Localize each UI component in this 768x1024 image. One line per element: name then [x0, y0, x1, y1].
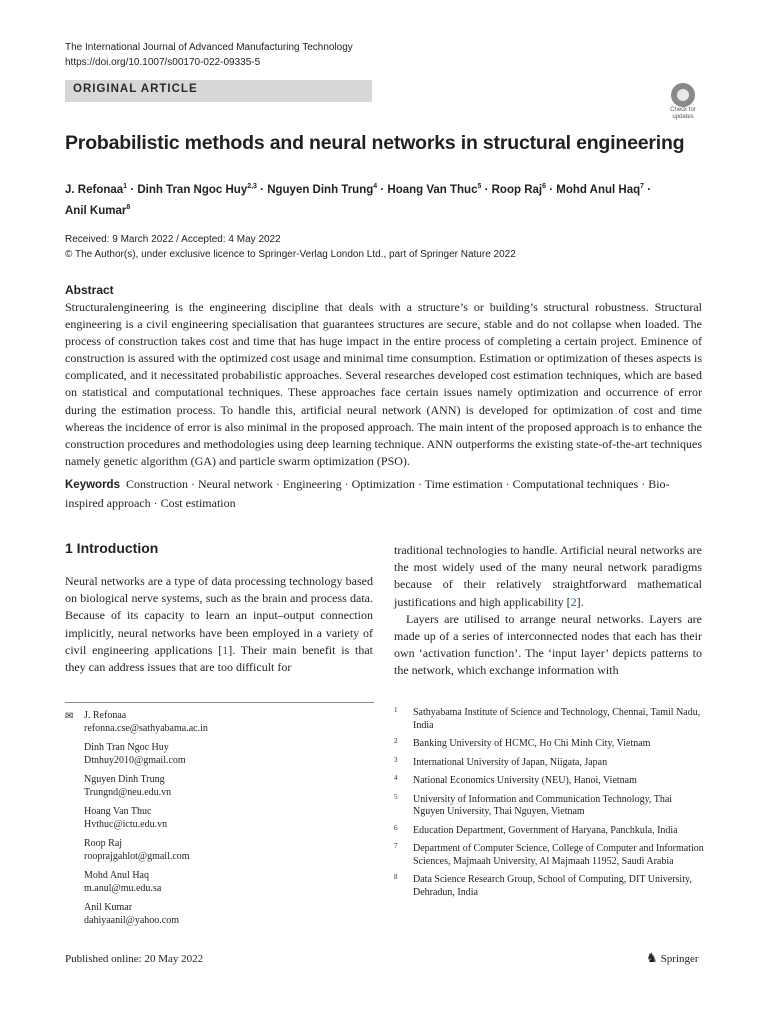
author-separator: ·	[546, 183, 557, 196]
author-email[interactable]: Hvthuc@ictu.edu.vn	[84, 819, 168, 830]
doi-link[interactable]: https://doi.org/10.1007/s00170-022-09335-5	[65, 57, 261, 68]
paragraph-text: ].	[576, 594, 584, 609]
author-separator: ·	[481, 183, 492, 196]
paper-title: Probabilistic methods and neural networks in structural engineering	[65, 132, 685, 154]
section-heading-introduction: 1 Introduction	[65, 540, 159, 556]
affiliation	[394, 794, 704, 819]
affiliation	[394, 843, 704, 868]
author-separator: ·	[256, 183, 268, 196]
affiliation-text: Banking University of HCMC, Ho Chi Minh City, Vietnam	[413, 738, 651, 749]
keywords-list: Construction · Neural network · Engineering · Optimization · Time estimation · Computational techniques · Bio-inspired approach · Cost estimation	[65, 477, 670, 510]
affiliation-number: 6	[394, 823, 398, 832]
paragraph-text: ]. Their main benefit is that they can address issues that are too difficult for	[65, 642, 374, 675]
journal-header	[65, 40, 353, 70]
author-name: Anil Kumar	[65, 204, 127, 217]
author-name: Roop Raj	[84, 838, 123, 849]
check-updates-icon	[671, 83, 695, 107]
intro-paragraph	[394, 542, 702, 611]
author-contact	[65, 773, 375, 799]
author-list	[65, 178, 705, 220]
affiliation	[394, 874, 704, 899]
affiliation	[394, 738, 704, 751]
affiliation	[394, 707, 704, 732]
intro-paragraph: Layers are utilised to arrange neural networks. Layers are made up of a series of interconnected nodes that each has their own ‘activation function’. The ‘input layer’ depicts patterns to the network, which exchange information with	[394, 611, 702, 678]
envelope-icon: ✉	[65, 711, 74, 722]
copyright-notice: © The Author(s), under exclusive licence to Springer-Verlag London Ltd., part of Springer Nature 2022	[65, 248, 516, 260]
journal-name: The International Journal of Advanced Manufacturing Technology	[65, 42, 353, 53]
author-email[interactable]: refonna.cse@sathyabama.ac.in	[84, 723, 208, 734]
citation-link[interactable]: 1	[222, 642, 229, 657]
author-affil-ref: 6	[542, 183, 547, 190]
publisher-name: Springer	[660, 953, 699, 965]
affiliation	[394, 757, 704, 770]
abstract-text: Structuralengineering is the engineering discipline that deals with a structure’s or building’s structural robustness. Structural engineering is a civil engineering specialisation that guarantees structures are secure, stable and do not collapse when loaded. The process of construction takes cost and time that has huge impact in the entire process of completing a certain project. Eminence of construction is assured with the optimized cost usage and minimal time consumption. Estimation or optimization of theses aspects is complicated, and it necessitated probabilistic approaches. Several researches developed cost estimation techniques, which are based on statistical and computational techniques. These approaches face certain issues namely optimization and occurrence of error during the estimation process. To handle this, artificial neural network (ANN) is developed for optimization of cost and time whereas the incidence of error is also minimal in the proposed approach. The main intent of the proposed approach is to enhance the construction procedures and methodologies using deep learning technique. ANN outperforms the existing state-of-the-art techniques namely genetic algorithm (GA) and particle swarm optimization (PSO).	[65, 300, 702, 468]
author-contact	[65, 741, 375, 767]
author-contact	[65, 805, 375, 831]
author-name: J. Refonaa	[84, 710, 127, 721]
springer-horse-icon: ♞	[646, 950, 658, 965]
affiliation-text: National Economics University (NEU), Hanoi, Vietnam	[413, 775, 637, 786]
affiliation-list	[394, 707, 704, 905]
footnote-divider	[65, 702, 374, 703]
keywords-label: Keywords	[65, 479, 120, 491]
author-email[interactable]: rooprajgahlot@gmail.com	[84, 851, 190, 862]
author-contact	[65, 869, 375, 895]
author-name: Nguyen Dinh Trung	[267, 183, 374, 196]
author-contact	[65, 901, 375, 927]
author-name: Dinh Tran Ngoc Huy	[84, 742, 169, 753]
author-separator: ·	[127, 183, 138, 196]
check-for-updates-badge[interactable]	[664, 83, 702, 123]
author-email[interactable]: m.anul@mu.edu.sa	[84, 883, 162, 894]
corresponding-author	[65, 709, 375, 735]
intro-column-left	[65, 573, 373, 676]
affiliation-number: 8	[394, 873, 398, 881]
affiliation-number: 5	[394, 792, 398, 801]
affiliation-text: Data Science Research Group, School of Computing, DIT University, Dehradun, India	[413, 874, 692, 898]
author-affil-ref: 4	[373, 183, 378, 190]
author-separator: ·	[644, 183, 652, 196]
received-accepted: Received: 9 March 2022 / Accepted: 4 May 2022	[65, 234, 281, 245]
affiliation-text: Sathyabama Institute of Science and Technology, Chennai, Tamil Nadu, India	[413, 707, 701, 731]
author-email[interactable]: Trungnd@neu.edu.vn	[84, 787, 172, 798]
author-name: Mohd Anul Haq	[84, 870, 149, 881]
affiliation-number: 4	[394, 774, 398, 782]
affiliation-text: Education Department, Government of Haryana, Panchkula, India	[413, 824, 678, 836]
abstract-heading: Abstract	[65, 283, 114, 297]
affiliation-text: University of Information and Communication Technology, Thai Nguyen University, Thai Nguyen, Vietnam	[413, 793, 673, 817]
author-name: Hoang Van Thuc	[84, 806, 152, 817]
affiliation	[394, 775, 704, 788]
correspondence-list	[65, 709, 375, 933]
article-type-label: ORIGINAL ARTICLE	[73, 83, 198, 95]
author-name: Mohd Anul Haq	[556, 183, 641, 196]
check-updates-label: Check for updates	[670, 107, 696, 120]
paragraph-text: traditional technologies to handle. Artificial neural networks are the most widely used of the many neural network paradigms because of their relatively straightforward mathematical justifications and high applicability [	[394, 543, 702, 609]
published-online: Published online: 20 May 2022	[65, 953, 204, 965]
author-name: Nguyen Dinh Trung	[84, 774, 165, 785]
keywords	[65, 476, 702, 512]
affiliation-text: International University of Japan, Niigata, Japan	[413, 756, 608, 768]
author-affil-ref: 1	[123, 183, 128, 190]
affiliation-number: 7	[394, 842, 398, 850]
author-affil-ref: 5	[477, 183, 482, 190]
author-affil-ref: 2,3	[247, 183, 257, 190]
author-affil-ref: 7	[640, 183, 645, 190]
paragraph-text: Neural networks are a type of data processing technology based on biological nerve systems, such as the brain and process data. Because of its capacity to learn an input–output connection implicitly, neural networks have been employed in a variety of civil engineering applications [	[65, 574, 373, 657]
author-email[interactable]: Dtnhuy2010@gmail.com	[84, 755, 186, 766]
author-separator: ·	[377, 183, 388, 196]
author-name: Hoang Van Thuc	[387, 183, 478, 196]
publisher-logo	[646, 950, 699, 966]
intro-paragraph	[65, 573, 373, 676]
affiliation-number: 1	[394, 706, 398, 714]
author-name: J. Refonaa	[65, 183, 124, 196]
author-email[interactable]: dahiyaanil@yahoo.com	[84, 915, 180, 926]
affiliation-number: 3	[394, 755, 398, 764]
article-dates	[65, 233, 516, 262]
affiliation	[394, 825, 704, 838]
article-type-bar	[65, 80, 372, 102]
author-name: Dinh Tran Ngoc Huy	[137, 183, 248, 196]
author-affil-ref: 8	[126, 203, 131, 211]
author-contact	[65, 837, 375, 863]
affiliation-number: 2	[394, 737, 398, 745]
affiliation-text: Department of Computer Science, College of Computer and Information Sciences, Majmaah University, Al Majmaah 11952, Saudi Arabia	[413, 843, 704, 867]
citation-link[interactable]: 2	[570, 594, 577, 609]
author-name: Roop Raj	[491, 183, 543, 196]
author-name: Anil Kumar	[84, 902, 133, 913]
intro-column-right	[394, 542, 702, 680]
